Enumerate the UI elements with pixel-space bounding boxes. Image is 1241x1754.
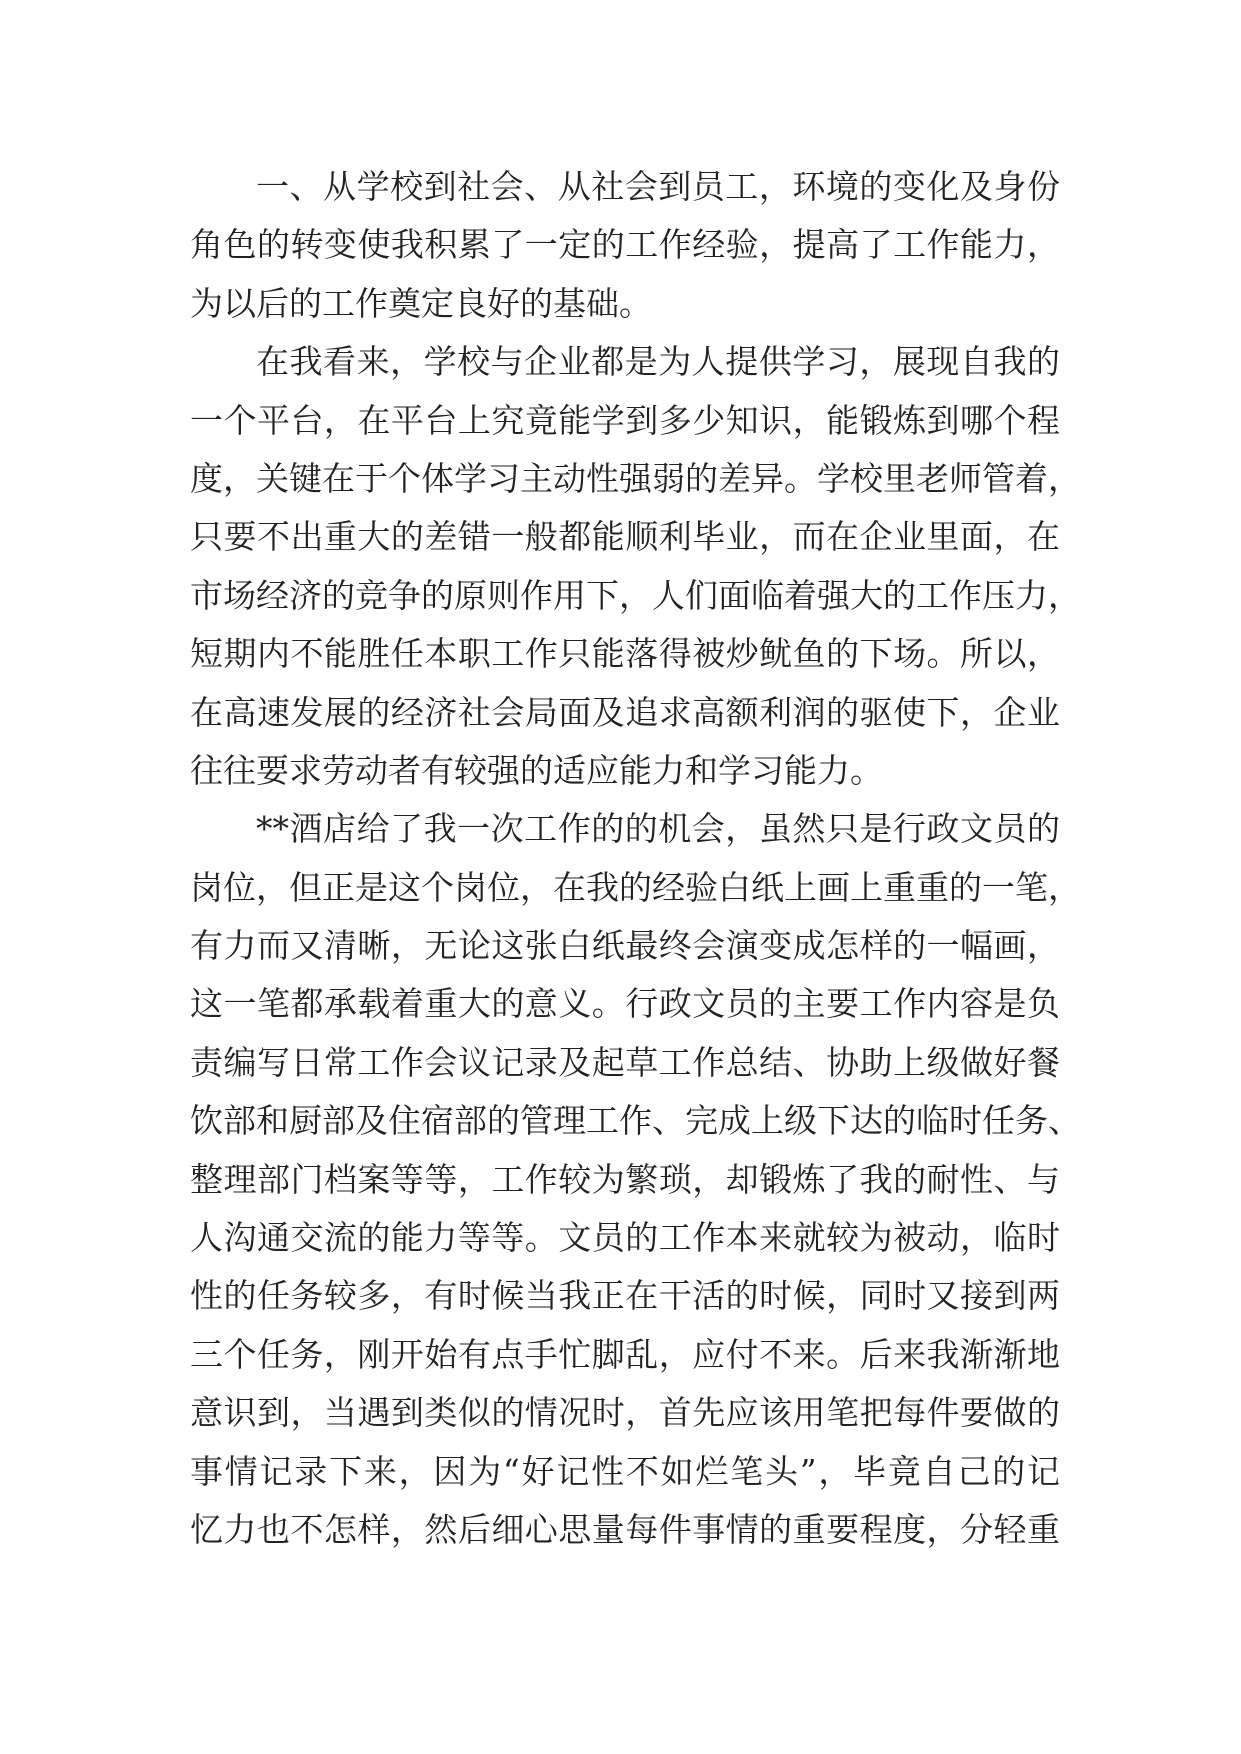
text-line: 岗位，但正是这个岗位，在我的经验白纸上画上重重的一笔， [190, 867, 1081, 907]
text-line: 忆力也不怎样，然后细心思量每件事情的重要程度，分轻重 [190, 1509, 1060, 1549]
paragraph-1 [190, 158, 1060, 333]
text-line: 整理部门档案等等，工作较为繁琐，却锻炼了我的耐性、与 [190, 1159, 1060, 1199]
text-line: 事情记录下来，因为“好记性不如烂笔头”，毕竟自己的记 [190, 1451, 1060, 1491]
text-line: 市场经济的竞争的原则作用下，人们面临着强大的工作压力， [190, 575, 1081, 615]
text-line: 饮部和厨部及住宿部的管理工作、完成上级下达的临时任务、 [190, 1101, 1081, 1141]
text-line: 一个平台，在平台上究竟能学到多少知识，能锻炼到哪个程 [190, 400, 1060, 440]
text-line: 责编写日常工作会议记录及起草工作总结、协助上级做好餐 [190, 1042, 1060, 1082]
text-line: 度，关键在于个体学习主动性强弱的差异。学校里老师管着， [190, 458, 1081, 498]
text-line: 在我看来，学校与企业都是为人提供学习，展现自我的 [256, 342, 1060, 382]
text-line: **酒店给了我一次工作的的机会，虽然只是行政文员的 [256, 809, 1060, 849]
text-line: 有力而又清晰，无论这张白纸最终会演变成怎样的一幅画， [190, 926, 1060, 966]
text-line: 三个任务，刚开始有点手忙脚乱，应付不来。后来我渐渐地 [190, 1334, 1060, 1374]
text-line: 意识到，当遇到类似的情况时，首先应该用笔把每件要做的 [190, 1393, 1060, 1433]
paragraph-2 [190, 333, 1081, 800]
text-line: 短期内不能胜任本职工作只能落得被炒鱿鱼的下场。所以， [190, 634, 1060, 674]
text-line: 为以后的工作奠定良好的基础。 [190, 283, 652, 323]
text-line: 只要不出重大的差错一般都能顺利毕业，而在企业里面，在 [190, 517, 1060, 557]
text-line: 往往要求劳动者有较强的适应能力和学习能力。 [190, 750, 883, 790]
text-line: 角色的转变使我积累了一定的工作经验，提高了工作能力， [190, 225, 1060, 265]
document-body [190, 158, 1081, 1559]
text-line: 性的任务较多，有时候当我正在干活的时候，同时又接到两 [190, 1276, 1060, 1316]
text-line: 这一笔都承载着重大的意义。行政文员的主要工作内容是负 [190, 984, 1060, 1024]
paragraph-3 [190, 800, 1081, 1559]
text-line: 一、从学校到社会、从社会到员工，环境的变化及身份 [256, 167, 1060, 206]
text-line: 人沟通交流的能力等等。文员的工作本来就较为被动，临时 [190, 1218, 1060, 1258]
text-line: 在高速发展的经济社会局面及追求高额利润的驱使下，企业 [190, 692, 1060, 732]
